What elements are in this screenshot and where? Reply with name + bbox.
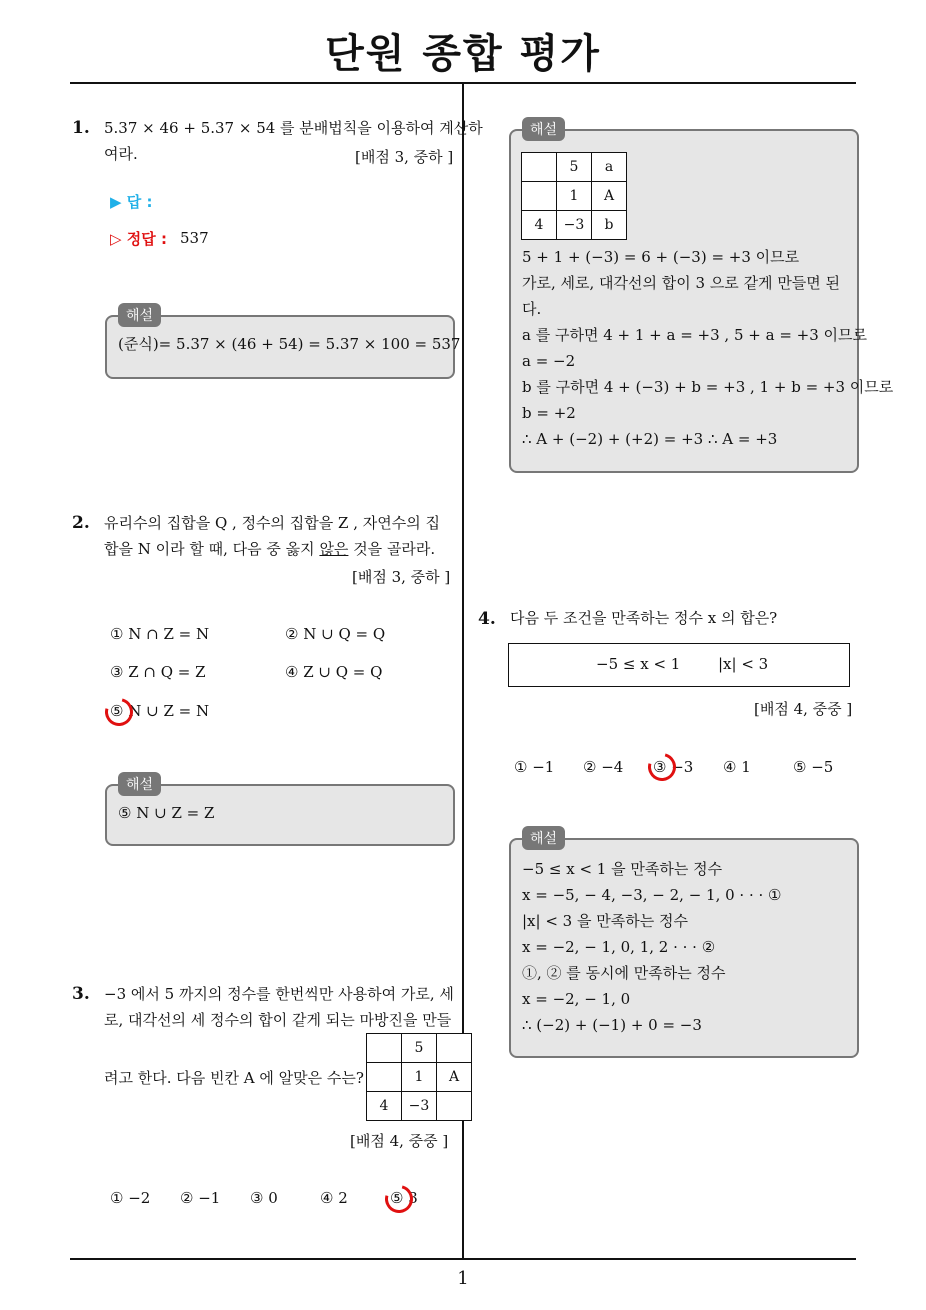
question-3-number: 3.: [72, 984, 90, 1004]
question-1-number: 1.: [72, 118, 90, 138]
question-2-choice-5[interactable]: ⑤ N ∪ Z = N: [110, 702, 210, 720]
question-4-choice-3[interactable]: ③ −3: [653, 758, 694, 776]
question-2-number: 2.: [72, 513, 90, 533]
explanation-line: b 를 구하면 4 + (−3) + b = +3 , 1 + b = +3 이므로: [522, 378, 894, 396]
question-2-score: [배점 3, 중하 ]: [352, 568, 451, 586]
explanation-line: |x| < 3 을 만족하는 정수: [522, 912, 688, 930]
question-4-choice-1[interactable]: ① −1: [514, 758, 555, 776]
condition-2: |x| < 3: [718, 655, 769, 673]
question-4-text: 다음 두 조건을 만족하는 정수 x 의 합은?: [510, 609, 778, 627]
condition-1: −5 ≤ x < 1: [596, 655, 681, 673]
question-3-choice-3[interactable]: ③ 0: [250, 1189, 278, 1207]
correct-answer-label: ▷ 정답 :: [110, 230, 167, 248]
explanation-line: ∴ (−2) + (−1) + 0 = −3: [522, 1016, 702, 1034]
explanation-line: a = −2: [522, 352, 576, 370]
question-2-choice-4[interactable]: ④ Z ∪ Q = Q: [285, 663, 383, 681]
question-3-choice-5[interactable]: ⑤ 3: [390, 1189, 418, 1207]
question-1-line2: 여라.: [104, 145, 138, 163]
explanation-line: 5 + 1 + (−3) = 6 + (−3) = +3 이므로: [522, 248, 800, 266]
answer-circle-mark: [100, 693, 138, 731]
question-3-score: [배점 4, 중중 ]: [350, 1132, 449, 1150]
question-2-choice-1[interactable]: ① N ∩ Z = N: [110, 625, 210, 643]
explanation-line: ①, ② 를 동시에 만족하는 정수: [522, 964, 726, 982]
magic-square-solution-grid: 5 a 1 A 4 −3 b: [521, 152, 627, 240]
question-3-choice-1[interactable]: ① −2: [110, 1189, 151, 1207]
question-4-score: [배점 4, 중중 ]: [754, 700, 853, 718]
question-4-choice-2[interactable]: ② −4: [583, 758, 624, 776]
answer-label: ▶ 답 :: [110, 193, 153, 211]
question-2-line1: 유리수의 집합을 Q , 정수의 집합을 Z , 자연수의 집: [104, 514, 440, 532]
question-1-line1: 5.37 × 46 + 5.37 × 54 를 분배법칙을 이용하여 계산하: [104, 119, 483, 137]
question-2-choice-2[interactable]: ② N ∪ Q = Q: [285, 625, 386, 643]
question-3-choice-4[interactable]: ④ 2: [320, 1189, 348, 1207]
bottom-rule: [70, 1258, 856, 1260]
explanation-tag: 해설: [118, 772, 161, 796]
question-4-number: 4.: [478, 609, 496, 629]
question-2-choice-3[interactable]: ③ Z ∩ Q = Z: [110, 663, 206, 681]
question-3-line2: 로, 대각선의 세 정수의 합이 같게 되는 마방진을 만들: [104, 1011, 452, 1029]
explanation-line: a 를 구하면 4 + 1 + a = +3 , 5 + a = +3 이므로: [522, 326, 868, 344]
answer-circle-mark: [643, 748, 681, 786]
magic-square-grid: 5 1 A 4 −3: [366, 1033, 472, 1121]
correct-answer-value: 537: [180, 229, 209, 247]
question-2-explanation: ⑤ N ∪ Z = Z: [118, 804, 215, 822]
explanation-line: b = +2: [522, 404, 576, 422]
explanation-line: 다.: [522, 300, 542, 318]
explanation-line: x = −2, − 1, 0: [522, 990, 631, 1008]
explanation-tag: 해설: [522, 117, 565, 141]
question-3-line3: 려고 한다. 다음 빈칸 A 에 알맞은 수는?: [104, 1069, 364, 1087]
explanation-line: 가로, 세로, 대각선의 합이 3 으로 같게 만들면 된: [522, 274, 841, 292]
question-4-choice-5[interactable]: ⑤ −5: [793, 758, 834, 776]
answer-circle-mark: [380, 1180, 418, 1218]
question-1-explanation: (준식)= 5.37 × (46 + 54) = 5.37 × 100 = 537: [118, 335, 461, 353]
question-1-score: [배점 3, 중하 ]: [355, 148, 454, 166]
explanation-line: x = −5, − 4, −3, − 2, − 1, 0 · · · ①: [522, 886, 782, 904]
question-4-choice-4[interactable]: ④ 1: [723, 758, 751, 776]
question-3-line1: −3 에서 5 까지의 정수를 한번씩만 사용하여 가로, 세: [104, 985, 454, 1003]
explanation-tag: 해설: [118, 303, 161, 327]
page-title: 단원 종합 평가: [325, 31, 601, 77]
question-2-line2: 합을 N 이라 할 때, 다음 중 옳지 않은 것을 골라라.: [104, 540, 436, 558]
explanation-line: x = −2, − 1, 0, 1, 2 · · · ②: [522, 938, 716, 956]
page-number: 1: [457, 1268, 469, 1289]
explanation-line: ∴ A + (−2) + (+2) = +3 ∴ A = +3: [522, 430, 778, 448]
question-3-choice-2[interactable]: ② −1: [180, 1189, 221, 1207]
explanation-line: −5 ≤ x < 1 을 만족하는 정수: [522, 860, 723, 878]
explanation-tag: 해설: [522, 826, 565, 850]
